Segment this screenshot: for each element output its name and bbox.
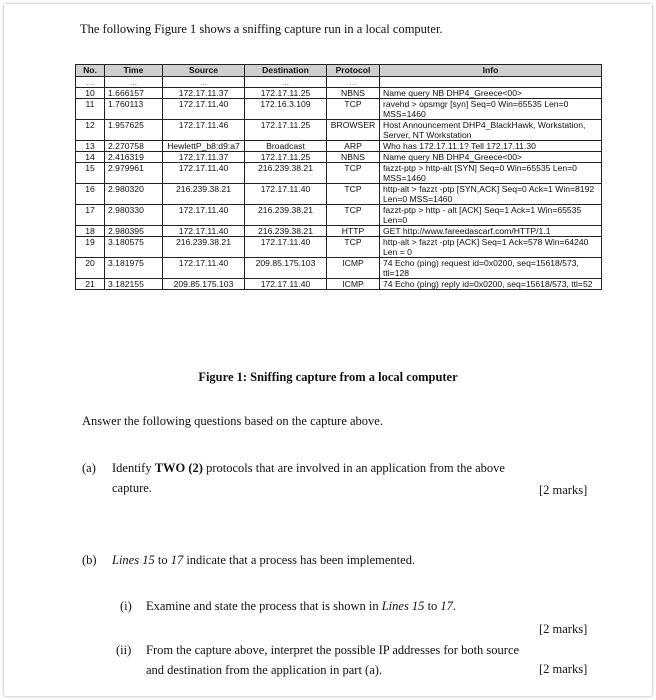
ellipsis-cell — [380, 77, 602, 88]
row-time: 3.180575 — [105, 237, 163, 258]
capture-table — [75, 64, 602, 290]
row-destination: 172.17.11.40 — [245, 237, 327, 258]
row-protocol: TCP — [327, 99, 380, 120]
row-no: 14 — [76, 152, 105, 163]
row-source: 216.239.38.21 — [163, 184, 245, 205]
row-destination: 216.239.38.21 — [245, 226, 327, 237]
row-time: 3.182155 — [105, 279, 163, 290]
question-a-emphasis: TWO (2) — [154, 461, 203, 475]
row-info: Name query NB DHP4_Greece<00> — [380, 152, 602, 163]
question-b-i-label: (i) — [120, 599, 132, 613]
row-time: 2.980330 — [105, 205, 163, 226]
answer-prompt: Answer the following questions based on the capture above. — [82, 414, 383, 428]
figure-caption: Figure 1: Sniffing capture from a local computer — [198, 370, 458, 384]
row-info: ravehd > opsmgr [syn] Seq=0 Win=65535 Len=0 MSS=1460 — [380, 99, 602, 120]
row-source: 172.17.11.40 — [163, 226, 245, 237]
question-a-suffix: protocols that are involved in an application from the above capture. — [112, 461, 505, 495]
row-time: 2.979961 — [105, 163, 163, 184]
row-source: 172.17.11.40 — [163, 163, 245, 184]
row-destination: 172.17.11.25 — [245, 152, 327, 163]
capture-row — [76, 141, 602, 152]
row-time: 2.980395 — [105, 226, 163, 237]
row-destination: 216.239.38.21 — [245, 163, 327, 184]
question-a-marks: [2 marks] — [539, 483, 588, 497]
ellipsis-cell: ... — [105, 77, 163, 88]
row-no: 12 — [76, 120, 105, 141]
capture-row — [76, 88, 602, 99]
row-source: 172.17.11.37 — [163, 88, 245, 99]
row-info: Host Announcement DHP4_BlackHawk, Workstation, Server, NT Workstation — [380, 120, 602, 141]
row-protocol: ICMP — [327, 258, 380, 279]
question-b-i-marks: [2 marks] — [539, 622, 588, 636]
col-source-header: Source — [163, 65, 245, 77]
row-no: 20 — [76, 258, 105, 279]
row-source: 172.17.11.46 — [163, 120, 245, 141]
capture-header-row — [76, 65, 602, 77]
row-time: 3.181975 — [105, 258, 163, 279]
row-info: fazzt-ptp > http - alt [ACK] Seq=1 Ack=1 Win=65535 Len=0 — [380, 205, 602, 226]
row-destination: 172.16.3.109 — [245, 99, 327, 120]
row-info: http-alt > fazzt -ptp [SYN,ACK] Seq=0 Ack=1 Win=8192 Len=0 MSS=1460 — [380, 184, 602, 205]
col-no-header: No. — [76, 65, 105, 77]
row-source: HewlettP_b8:d9:a7 — [163, 141, 245, 152]
row-destination: 172.17.11.25 — [245, 88, 327, 99]
question-b-ii-label: (ii) — [116, 643, 132, 657]
row-source: 216.239.38.21 — [163, 237, 245, 258]
row-time: 2.980320 — [105, 184, 163, 205]
row-no: 13 — [76, 141, 105, 152]
row-info: http-alt > fazzt -ptp [ACK] Seq=1 Ack=578 Win=64240 Len = 0 — [380, 237, 602, 258]
row-destination: 216.239.38.21 — [245, 205, 327, 226]
row-protocol: NBNS — [327, 152, 380, 163]
row-info: 74 Echo (ping) reply id=0x0200, seq=15618/573, ttl=52 — [380, 279, 602, 290]
row-info: fazzt-ptp > http-alt [SYN] Seq=0 Win=65535 Len=0 MSS=1460 — [380, 163, 602, 184]
col-destination-header: Destination — [245, 65, 327, 77]
col-info-header: Info — [380, 65, 602, 77]
question-b-ii-text: From the capture above, interpret the possible IP addresses for both source and destination from the application in part (a). — [146, 643, 520, 677]
ellipsis-cell: ... — [163, 77, 245, 88]
row-time: 2.416319 — [105, 152, 163, 163]
row-protocol: TCP — [327, 237, 380, 258]
row-destination: Broadcast — [245, 141, 327, 152]
row-no: 11 — [76, 99, 105, 120]
row-destination: 172.17.11.40 — [245, 184, 327, 205]
row-time: 1.760113 — [105, 99, 163, 120]
row-no: 21 — [76, 279, 105, 290]
row-source: 172.17.11.40 — [163, 99, 245, 120]
capture-row — [76, 99, 602, 120]
question-b-text: Lines 15 to 17 indicate that a process has been implemented. — [112, 553, 416, 567]
question-a-text — [112, 458, 512, 498]
row-destination: 172.17.11.25 — [245, 120, 327, 141]
row-no: 15 — [76, 163, 105, 184]
question-a-label: (a) — [82, 461, 96, 475]
capture-row — [76, 184, 602, 205]
intro-text: The following Figure 1 shows a sniffing capture run in a local computer. — [80, 22, 443, 36]
row-time: 1.666157 — [105, 88, 163, 99]
row-no: 19 — [76, 237, 105, 258]
question-b-label: (b) — [82, 553, 97, 567]
row-info: GET http://www.fareedascarf.com/HTTP/1.1 — [380, 226, 602, 237]
row-time: 1.957625 — [105, 120, 163, 141]
ellipsis-cell: ... — [245, 77, 327, 88]
capture-row — [76, 226, 602, 237]
col-time-header: Time — [105, 65, 163, 77]
capture-row — [76, 237, 602, 258]
question-b-ii-marks: [2 marks] — [539, 662, 588, 676]
capture-row — [76, 163, 602, 184]
row-no: 10 — [76, 88, 105, 99]
row-source: 172.17.11.37 — [163, 152, 245, 163]
capture-row — [76, 120, 602, 141]
row-source: 209.85.175.103 — [163, 279, 245, 290]
row-destination: 172.17.11.40 — [245, 279, 327, 290]
question-b-i-text: Examine and state the process that is shown in Lines 15 to 17. — [146, 599, 457, 613]
ellipsis-cell: ... — [76, 77, 105, 88]
row-destination: 209.85.175.103 — [245, 258, 327, 279]
capture-row — [76, 205, 602, 226]
row-protocol: ICMP — [327, 279, 380, 290]
question-a-prefix: Identify — [112, 461, 155, 475]
capture-row — [76, 152, 602, 163]
ellipsis-row — [76, 77, 602, 88]
row-no: 16 — [76, 184, 105, 205]
row-source: 172.17.11.40 — [163, 258, 245, 279]
row-no: 17 — [76, 205, 105, 226]
row-info: Who has 172.17.11.1? Tell 172.17.11.30 — [380, 141, 602, 152]
row-no: 18 — [76, 226, 105, 237]
ellipsis-cell: ... — [327, 77, 380, 88]
row-protocol: BROWSER — [327, 120, 380, 141]
capture-row — [76, 258, 602, 279]
row-source: 172.17.11.40 — [163, 205, 245, 226]
row-protocol: ARP — [327, 141, 380, 152]
row-info: Name query NB DHP4_Greece<00> — [380, 88, 602, 99]
row-protocol: TCP — [327, 184, 380, 205]
row-protocol: TCP — [327, 205, 380, 226]
capture-row — [76, 279, 602, 290]
row-info: 74 Echo (ping) request id=0x0200, seq=15618/573, ttl=128 — [380, 258, 602, 279]
row-time: 2.270758 — [105, 141, 163, 152]
row-protocol: NBNS — [327, 88, 380, 99]
col-protocol-header: Protocol — [327, 65, 380, 77]
row-protocol: TCP — [327, 163, 380, 184]
row-protocol: HTTP — [327, 226, 380, 237]
